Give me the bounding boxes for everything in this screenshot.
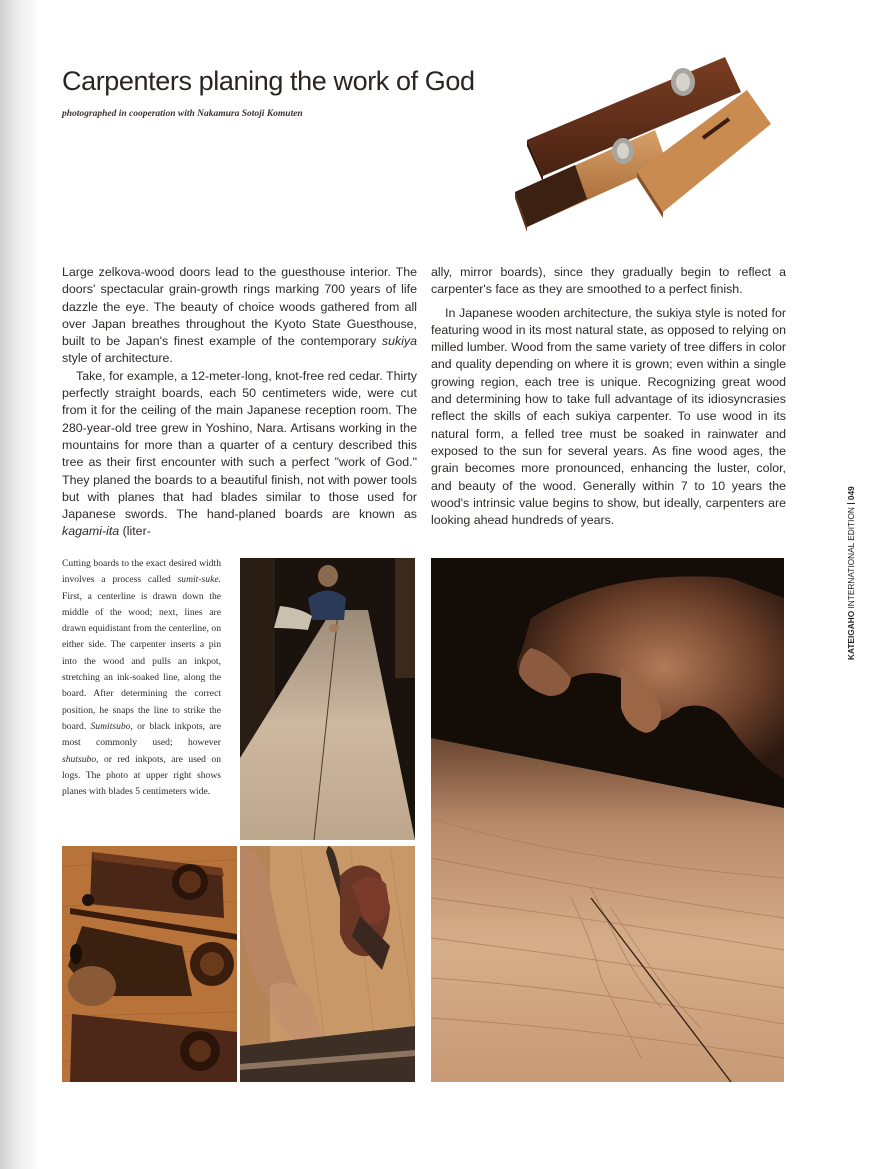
carpenter-snapping-line-photo bbox=[240, 558, 415, 840]
body-text-right-column bbox=[431, 264, 786, 529]
hand-planes-photo bbox=[505, 52, 790, 242]
photo-credit: photographed in cooperation with Nakamura Sotoji Komuten bbox=[62, 109, 303, 119]
page-gutter-shadow bbox=[0, 0, 40, 1169]
article-title: Carpenters planing the work of God bbox=[62, 66, 475, 96]
body-paragraph: ally, mirror boards), since they gradually begin to reflect a carpenter's face as they are smoothed to a perfect finish. bbox=[431, 265, 786, 297]
body-paragraph: Take, for example, a 12-meter-long, knot-free red cedar. Thirty perfectly straight boards, each 50 centimeters wide, were cut from it for the ceiling of the main Japanese reception room. The 280-year-old tree grew in Yoshino, Nara. Artisans working in the mountains for more than a quarter of a century described this tree as their first encounter with such a perfect "work of God." They planed the boards to a beautiful finish, not with power tools but with planes that had blades similar to those used for Japanese swords. The hand-planed boards are known as kagami-ita (liter- bbox=[62, 368, 417, 539]
body-paragraph: Large zelkova-wood doors lead to the guesthouse interior. The doors' spectacular grain-growth rings marking 700 years of life dazzle the eye. The beauty of choice woods gathered from all over Japan breathes throughout the Kyoto State Guesthouse, built to be Japan's finest example of the contemporary sukiya style of architecture. bbox=[62, 265, 417, 366]
body-paragraph: In Japanese wooden architecture, the sukiya style is noted for featuring wood in its most natural state, as opposed to relying on milled lumber. Wood from the same variety of tree differs in color and quality depending on where it is grown; even within a single growing region, each tree is unique. Recognizing great wood and determining how to take full advantage of its idiosyncrasies reflect the skills of each sukiya carpenter. To use wood in its natural form, a felled tree must be soaked in rainwater and exposed to the sun for several years. As fine wood ages, the grain becomes more pronounced, enhancing the luster, color, and beauty of the wood. Generally within 7 to 10 years the wood's intrinsic value begins to show, but ideally, carpenters are looking ahead hundreds of years. bbox=[431, 305, 786, 528]
photo-caption: Cutting boards to the exact desired width involves a process called sumit-suke. First, a centerline is drawn down the middle of the wood; next, lines are drawn equidistant from the centerline, on either side. The carpenter inserts a pin into the wood and pulls an inkpot, stretching an ink-soaked line, along the board. After determining the correct position, he snaps the line to strike the board. Sumitsubo, or black inkpots, are most commonly used; however shutsubo, or red inkpots, are used on logs. The photo at upper right shows planes with blades 5 centimeters wide. bbox=[62, 558, 222, 798]
body-text-left-column bbox=[62, 264, 417, 541]
page-number: 049 bbox=[846, 486, 856, 501]
inkpots-tools-photo bbox=[62, 846, 237, 1082]
edition-label: INTERNATIONAL EDITION bbox=[846, 507, 856, 611]
hand-over-planed-board-photo bbox=[431, 558, 784, 1082]
folio-divider bbox=[847, 503, 855, 504]
publication-name: KATEIGAHO bbox=[846, 610, 856, 660]
hands-with-plane-photo bbox=[240, 846, 415, 1082]
